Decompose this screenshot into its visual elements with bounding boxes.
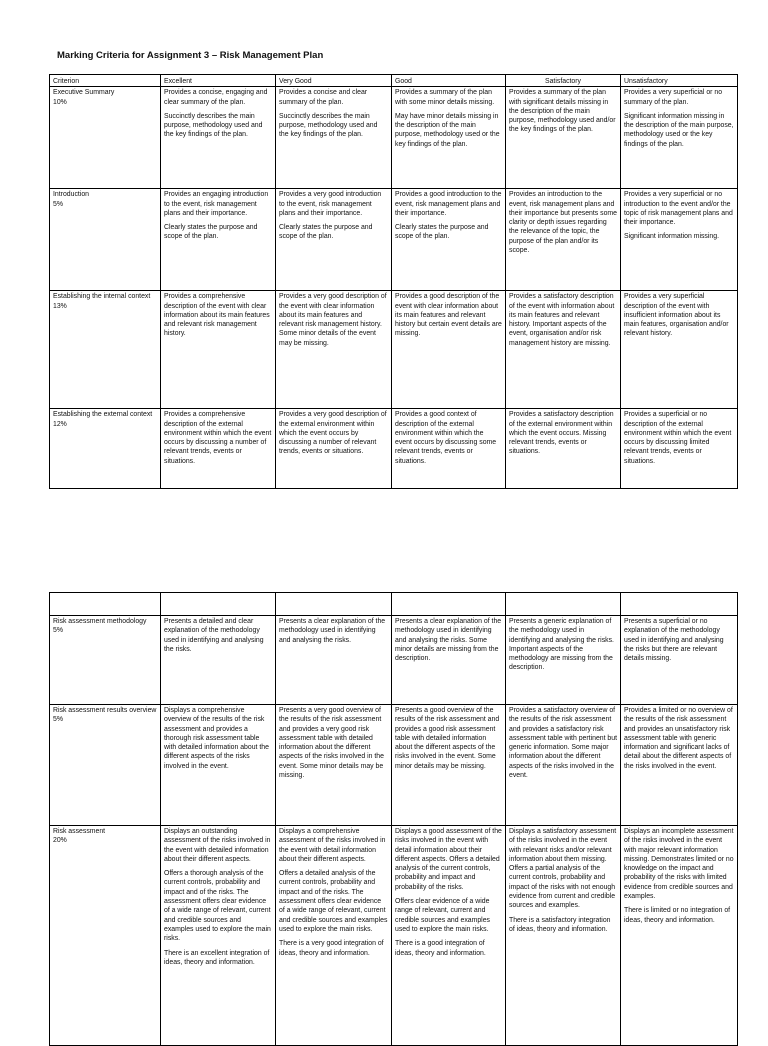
rating-cell <box>621 87 738 189</box>
rating-description: Displays an outstanding assessment of the risks involved in the event with detailed information about their different aspects. <box>164 828 271 863</box>
rating-cell <box>506 291 621 409</box>
rating-description: Provides a comprehensive description of the external environment within which the event occurs by discussing a number of relevant trends, events or situations. <box>164 411 272 465</box>
criterion-weight: 20% <box>53 837 67 845</box>
rating-cell <box>392 87 506 189</box>
rating-description: Provides a very superficial or no introduction to the event and/or the topic of risk management plans and their importance. <box>624 191 733 227</box>
criterion-weight: 5% <box>53 627 63 635</box>
rating-cell <box>621 291 738 409</box>
criterion-cell <box>50 705 161 826</box>
rating-cell <box>392 189 506 291</box>
header-very-good: Very Good <box>276 75 392 87</box>
header-excellent: Excellent <box>161 75 276 87</box>
rating-cell <box>161 409 276 489</box>
rating-cell <box>161 826 276 1046</box>
header-good: Good <box>392 75 506 87</box>
table-body-page1 <box>50 87 738 489</box>
rating-cell <box>506 409 621 489</box>
blank-cell <box>276 593 392 616</box>
rating-description: There is a very good integration of ideas, theory and information. <box>279 940 384 957</box>
blank-header-row <box>50 593 738 616</box>
table-row <box>50 291 738 409</box>
table-row <box>50 189 738 291</box>
rating-description: There is a good integration of ideas, theory and information. <box>395 940 486 957</box>
header-criterion: Criterion <box>50 75 161 87</box>
rating-description: Provides a summary of the plan with significant details missing in the description of the main purpose, methodology used and/or the key findings of the plan. <box>509 89 616 134</box>
rating-description: Displays a comprehensive overview of the results of the risk assessment and provides a thorough risk assessment table with detailed information about the different aspects of the risks involved in the event. <box>164 707 269 770</box>
rating-cell <box>621 189 738 291</box>
rating-description: There is a satisfactory integration of ideas, theory and information. <box>509 916 611 933</box>
rating-description: Provides a comprehensive description of the event with clear information about its main features and relevant risk management history. <box>164 293 270 338</box>
rating-description: Provides a good introduction to the event, risk management plans and their importance. <box>395 191 502 217</box>
rating-cell <box>276 616 392 705</box>
rating-cell <box>276 705 392 826</box>
rating-description: Provides a satisfactory description of the external environment within which the event occurs. Missing relevant trends, events or situations. <box>509 411 614 456</box>
criterion-weight: 10% <box>53 98 67 106</box>
rating-description: Provides a satisfactory description of the event with information about its main features and relevant history. Important aspects of the event, organisation and/or risk management history are missing. <box>509 293 615 347</box>
rating-description: Presents a good overview of the results of the risk assessment and provides a good risk assessment table with detailed information about the different aspects of the risks involved in the event. Some minor details may be missing. <box>395 707 500 770</box>
rating-description: Provides a satisfactory overview of the results of the risk assessment and provides a satisfactory risk assessment table with pertinent but generic information. Some major information about the different aspects of the risks involved in the event. <box>509 707 618 780</box>
rating-cell <box>161 616 276 705</box>
rating-description: Displays a good assessment of the risks involved in the event with detail information about their different aspects. Offers a detailed analysis of the current controls, probability and impact and probability of the risks. <box>395 828 502 891</box>
table-row <box>50 616 738 705</box>
criterion-name: Establishing the internal context <box>53 293 151 301</box>
table-row <box>50 705 738 826</box>
blank-cell <box>50 593 161 616</box>
header-satisfactory: Satisfactory <box>506 75 621 87</box>
criterion-weight: 12% <box>53 420 67 428</box>
rating-description: Succinctly describes the main purpose, methodology used and the key findings of the plan. <box>279 112 378 139</box>
criterion-weight: 5% <box>53 200 63 208</box>
criterion-name: Risk assessment methodology <box>53 618 147 625</box>
rating-cell <box>161 291 276 409</box>
rating-description: There is an excellent integration of ideas, theory and information. <box>164 949 270 966</box>
rating-description: Provides a superficial or no description of the external environment within which the event occurs by discussing limited relevant trends, events or situations. <box>624 411 732 465</box>
rating-cell <box>161 87 276 189</box>
rating-cell <box>276 291 392 409</box>
rating-description: Provides a concise and clear summary of the plan. <box>279 89 368 106</box>
rating-description: Displays a satisfactory assessment of the risks involved in the event with relevant risks and/or relevant information about them missing. Offers a partial analysis of the current controls, probability and impact of the risks with not enough evidence from current and credible sources and examples. <box>509 828 617 910</box>
rating-description: Provides a very good description of the event with clear information about its main features and relevant risk management history. Some minor details of the event may be missing. <box>279 293 387 347</box>
table-body-page2 <box>50 593 738 1046</box>
rating-description: Displays a comprehensive assessment of the risks involved in the event with detail information about their different aspects. <box>279 828 386 863</box>
table-row <box>50 87 738 189</box>
rating-description: Provides a very superficial description of the event with insufficient information about its main features, organisation and/or relevant history. <box>624 293 729 338</box>
rating-description: Offers a thorough analysis of the current controls, probability and impact and of the risks. The assessment offers clear evidence of a wide range of relevant, current and credible sources and examples used to explore the main risks. <box>164 870 271 943</box>
rating-description: Presents a clear explanation of the methodology used in identifying and analysing the risks. Some minor details are missing from the description. <box>395 618 502 663</box>
rating-description: Offers a detailed analysis of the current controls, probability and impact and of the risks. The assessment offers clear evidence of a wide range of relevant, current and credible sources and examples used to explore the main risks. <box>279 870 388 933</box>
criterion-cell <box>50 616 161 705</box>
rating-cell <box>506 87 621 189</box>
header-unsatisfactory: Unsatisfactory <box>621 75 738 87</box>
criterion-weight: 5% <box>53 716 63 724</box>
rating-description: Provides a limited or no overview of the results of the risk assessment and provides an unsatisfactory risk assessment table with generic information and significant lacks of detail about the different aspects of the risks involved in the event. <box>624 707 733 770</box>
rating-cell <box>621 616 738 705</box>
rating-cell <box>392 826 506 1046</box>
blank-cell <box>506 593 621 616</box>
rating-cell <box>506 189 621 291</box>
blank-cell <box>621 593 738 616</box>
rating-description: Displays an incomplete assessment of the risks involved in the event with major relevant information missing. Demonstrates limited or no knowledge on the impact and probability of the risks with limited evidence from credible sources and examples. <box>624 828 734 901</box>
rating-description: Presents a generic explanation of the methodology used in identifying and analysing the risks. Important aspects of the methodology are missing from the description. <box>509 618 614 672</box>
rating-description: Succinctly describes the main purpose, methodology used and the key findings of the plan. <box>164 112 263 139</box>
rating-description: Provides a summary of the plan with some minor details missing. <box>395 89 495 106</box>
rating-description: Presents a detailed and clear explanation of the methodology used in identifying and analysing the risks. <box>164 618 264 653</box>
criterion-name: Risk assessment results overview <box>53 707 157 714</box>
rating-description: Presents a superficial or no explanation of the methodology used in identifying and analysing the risks but there are relevant details missing. <box>624 618 724 663</box>
rating-cell <box>392 409 506 489</box>
rating-cell <box>276 826 392 1046</box>
criterion-cell <box>50 87 161 189</box>
rating-description: Provides a very good introduction to the event, risk management plans and their importance. <box>279 191 382 217</box>
rating-cell <box>161 189 276 291</box>
rating-cell <box>392 291 506 409</box>
rating-description: Clearly states the purpose and scope of the plan. <box>395 224 489 241</box>
page-title: Marking Criteria for Assignment 3 – Risk Management Plan <box>57 50 324 61</box>
criterion-cell <box>50 826 161 1046</box>
rating-description: Provides a concise, engaging and clear summary of the plan. <box>164 89 268 106</box>
rating-description: Clearly states the purpose and scope of the plan. <box>164 224 258 241</box>
rating-description: Provides an engaging introduction to the event, risk management plans and their importance. <box>164 191 269 217</box>
criterion-cell <box>50 409 161 489</box>
criterion-weight: 13% <box>53 302 67 310</box>
criterion-name: Executive Summary <box>53 89 115 97</box>
rating-description: Provides a good context of description of the external environment within which the event occurs by discussing some relevant trends, events or situations. <box>395 411 497 465</box>
rating-description: Significant information missing. <box>624 233 719 241</box>
table-row <box>50 826 738 1046</box>
rating-description: Presents a clear explanation of the methodology used in identifying and analysing the risks. <box>279 618 386 644</box>
rating-cell <box>276 87 392 189</box>
rating-cell <box>621 409 738 489</box>
rating-description: May have minor details missing in the description of the main purpose, methodology used or the key findings of the plan. <box>395 112 500 148</box>
rating-description: Offers clear evidence of a wide range of relevant, current and credible sources and examples used to explore the main risks. <box>395 898 490 933</box>
criterion-cell <box>50 291 161 409</box>
table-header-row <box>50 75 738 87</box>
marking-criteria-table-continued <box>49 592 738 1046</box>
rating-cell <box>506 826 621 1046</box>
blank-cell <box>161 593 276 616</box>
rating-description: Provides a very superficial or no summary of the plan. <box>624 89 723 106</box>
criterion-name: Introduction <box>53 191 90 199</box>
table-row <box>50 409 738 489</box>
criterion-name: Risk assessment <box>53 828 106 835</box>
rating-description: Significant information missing in the description of the main purpose, methodology used or the key findings of the plan. <box>624 112 734 148</box>
rating-cell <box>276 189 392 291</box>
rating-description: Provides a good description of the event with clear information about its main features and relevant history but certain event details are missing. <box>395 293 502 338</box>
rating-cell <box>621 826 738 1046</box>
rating-cell <box>392 705 506 826</box>
criterion-name: Establishing the external context <box>53 411 153 419</box>
rating-description: Provides an introduction to the event, risk management plans and their importance but presents some clarity or depth issues regarding the relevance of the topic, the purpose of the plan and/or its scope. <box>509 191 618 255</box>
marking-criteria-table <box>49 74 738 489</box>
rating-cell <box>276 409 392 489</box>
rating-cell <box>161 705 276 826</box>
rating-description: There is limited or no integration of ideas, theory and information. <box>624 907 731 924</box>
blank-cell <box>392 593 506 616</box>
rating-cell <box>506 616 621 705</box>
rating-cell <box>392 616 506 705</box>
rating-description: Clearly states the purpose and scope of the plan. <box>279 224 373 241</box>
rating-description: Provides a very good description of the external environment within which the event occurs by discussing a number of relevant trends, events or situations. <box>279 411 387 456</box>
rating-cell <box>506 705 621 826</box>
rating-description: Presents a very good overview of the results of the risk assessment and provides a very good risk assessment table with detailed information about the different aspects of the risks involved in the event. Some minor details may be missing. <box>279 707 384 780</box>
criterion-cell <box>50 189 161 291</box>
rating-cell <box>621 705 738 826</box>
